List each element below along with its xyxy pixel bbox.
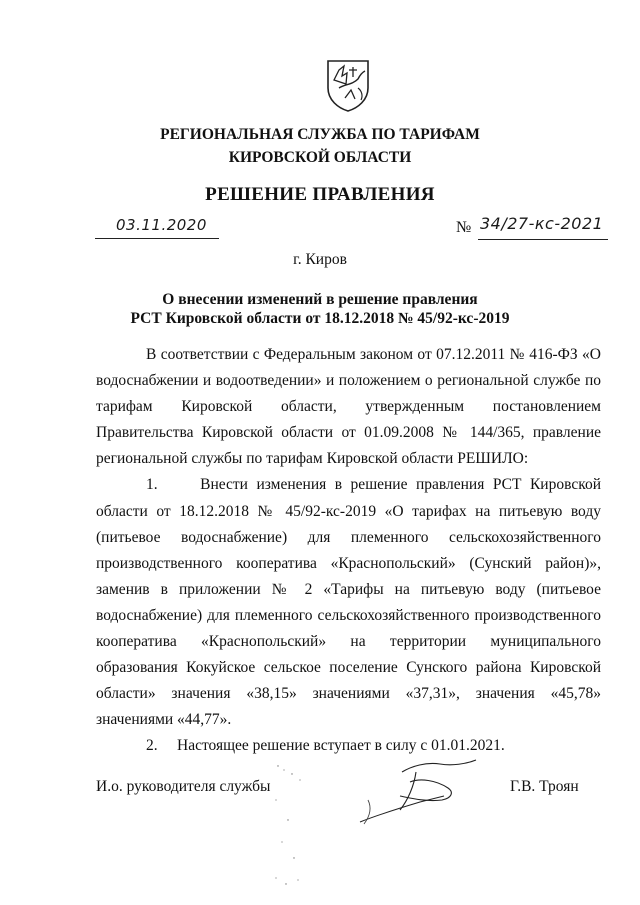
signatory-name: Г.В. Троян — [510, 778, 579, 795]
document-type-heading: РЕШЕНИЕ ПРАВЛЕНИЯ — [205, 184, 435, 205]
document-number: 34/27-кс-2021 — [480, 214, 604, 233]
subject-line-1: О внесении изменений в решение правления — [162, 291, 478, 308]
preamble-paragraph: В соответствии с Федеральным законом от 07.12.2011 № 416-ФЗ «О водоснабжении и водоотведении» и положением о региональной службе по тарифам Кировской области, утвержденным постановлением Правительства Кировской области от 01.09.2008 № 144/365, правление региональной службы по тарифам Кировской области РЕШИЛО: — [96, 346, 601, 468]
document-date: 03.11.2020 — [116, 216, 207, 234]
signatory-position: И.о. руководителя службы — [96, 778, 271, 795]
organization-line-2: КИРОВСКОЙ ОБЛАСТИ — [228, 149, 412, 166]
subject-line-2: РСТ Кировской области от 18.12.2018 № 45/92-кс-2019 — [130, 310, 510, 327]
number-label: № — [456, 219, 472, 236]
decision-item-1: 1. Внести изменения в решение правления РСТ Кировской области от 18.12.2018 № 45/92-кс-2019 «О тарифах на питьевую воду (питьевое водоснабжение) для племенного сельскохозяйственного производственного кооператива «Краснопольский» (Сунский район)», заменив в приложении № 2 «Тарифы на питьевую воду (питьевое водоснабжение) для племенного сельскохозяйственного производственного кооператива «Краснопольский» на территории муниципального образования Кокуйское сельское поселение Сунского района Кировской области» значения «38,15» значениями «37,31», значения «45,78» значениями «44,77». — [96, 476, 601, 729]
handwritten-signature — [340, 752, 490, 832]
scan-speckles — [270, 760, 310, 890]
document-body — [96, 342, 601, 760]
city: г. Киров — [293, 251, 347, 268]
decision-item-2: 2. Настоящее решение вступает в силу с 01.01.2021. — [146, 737, 505, 755]
organization-line-1: РЕГИОНАЛЬНАЯ СЛУЖБА ПО ТАРИФАМ — [160, 126, 480, 143]
coat-of-arms-icon — [325, 58, 371, 112]
